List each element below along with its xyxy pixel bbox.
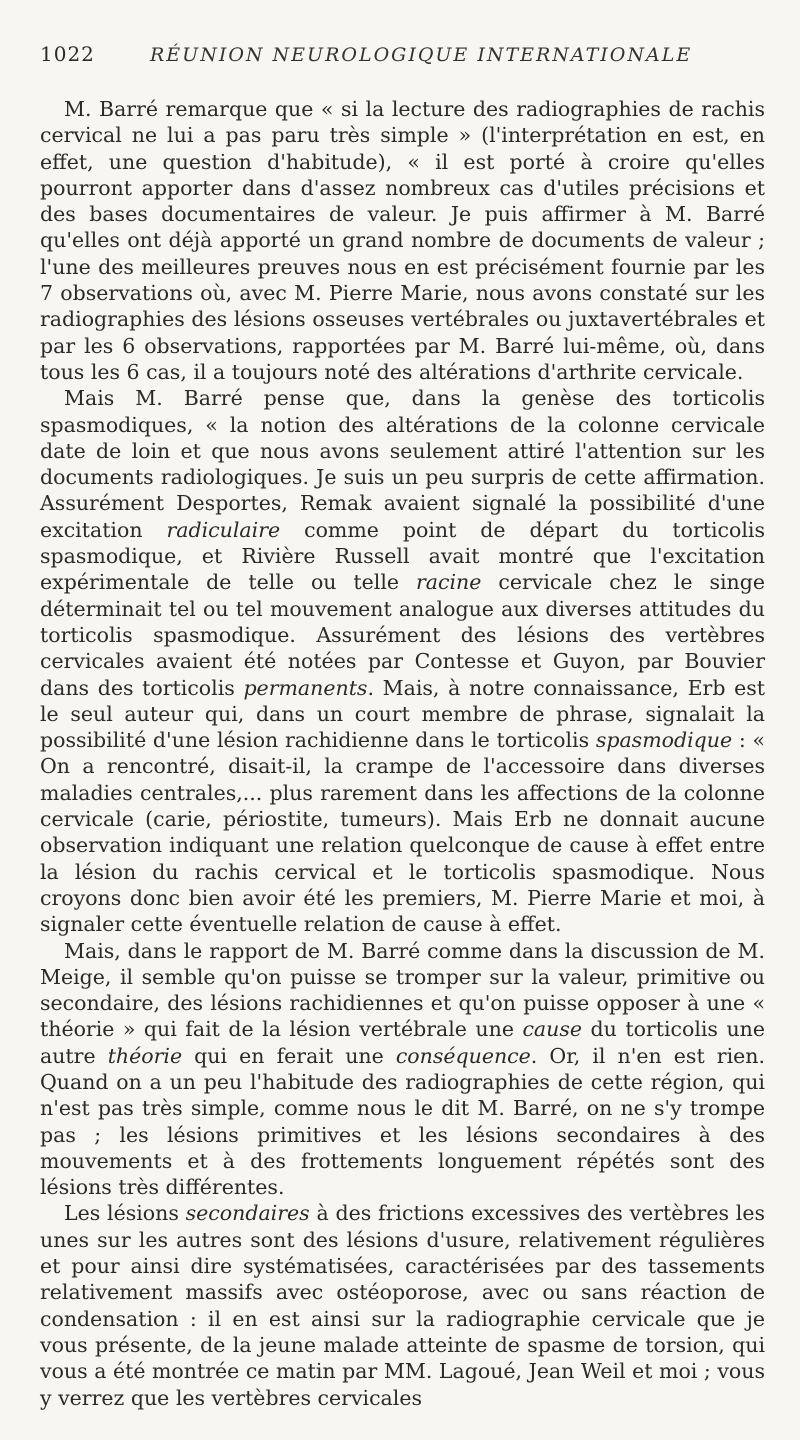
paragraph-text: qui en ferait une (182, 1043, 396, 1068)
emphasis-text: théorie (107, 1043, 183, 1068)
paragraph-text: cervicale chez le singe déterminait tel ou tel mouvement analogue aux diverses attitudes du torticolis spasmodique. Assurément des lésions des vertèbres cervicales avaient été notées par Contesse et Guyon, par Bouvier dans des torticolis (40, 570, 765, 700)
emphasis-text: racine (416, 570, 482, 595)
running-title: RÉUNION NEUROLOGIQUE INTERNATIONALE (150, 44, 693, 66)
paragraph-text: Les lésions (64, 1201, 186, 1226)
paragraph-3 (40, 938, 765, 1201)
paragraph-text: . Mais, à notre connaissance, Erb est le seul auteur qui, dans un court membre de phrase, signalait la possibilité d'une lésion rachidienne dans le torticolis (40, 675, 765, 753)
paragraph-4 (40, 1200, 765, 1410)
paragraph-text: du torticolis une autre (40, 1017, 765, 1068)
paragraph-1 (40, 96, 765, 385)
emphasis-text: secondaires (185, 1201, 310, 1226)
emphasis-text: permanents (243, 675, 368, 700)
page-header (40, 42, 765, 76)
emphasis-text: cause (522, 1017, 583, 1042)
emphasis-text: conséquence (395, 1043, 531, 1068)
page-number: 1022 (40, 42, 95, 66)
emphasis-text: spasmodique (595, 728, 733, 753)
paragraph-text: Mais M. Barré pense que, dans la genèse des torticolis spasmodiques, « la notion des altérations de la colonne cervicale date de loin et que nous avons seulement attiré l'attention sur les documents radiologiques. Je suis un peu surpris de cette affirmation. Assurément Desportes, Remak avaient signalé la possibilité d'une excitation (40, 386, 765, 542)
paragraph-text: à des frictions excessives des vertèbres les unes sur les autres sont des lésions d'usure, relativement régulières et pour ainsi dire systématisées, caractérisées par des tassements relativement massifs avec ostéoporose, avec ou sans réaction de condensation : il en est ainsi sur la radiographie cervicale que je vous présente, de la jeune malade atteinte de spasme de torsion, qui vous a été montrée ce matin par MM. Lagoué, Jean Weil et moi ; vous y verrez que les vertèbres cervicales (40, 1201, 765, 1410)
paragraph-text: M. Barré remarque que « si la lecture des radiographies de rachis cervical ne lui a pas paru très simple » (l'interprétation en est, en effet, une question d'habitude), « il est porté à croire qu'elles pourront apporter dans d'assez nombreux cas d'utiles précisions et des bases documentaires de valeur. Je puis affirmer à M. Barré qu'elles ont déjà apporté un grand nombre de documents de valeur ; l'une des meilleures preuves nous en est précisément fournie par les 7 observations où, avec M. Pierre Marie, nous avons constaté sur les radiographies des lésions osseuses vertébrales ou juxtavertébrales et par les 6 observations, rapportées par M. Barré lui-même, où, dans tous les 6 cas, il a toujours noté des altérations d'arthrite cervicale. (40, 97, 765, 384)
paragraph-text: : « On a rencontré, disait-il, la crampe de l'accessoire dans diverses maladies centrales,... plus rarement dans les affections de la colonne cervicale (carie, périostite, tumeurs). Mais Erb ne donnait aucune observation indiquant une relation quelconque de cause à effet entre la lésion du rachis cervical et le torticolis spasmodique. Nous croyons donc bien avoir été les premiers, M. Pierre Marie et moi, à signaler cette éventuelle relation de cause à effet. (40, 728, 765, 937)
paragraph-text: comme point de départ du torticolis spasmodique, et Rivière Russell avait montré que l'excitation expérimentale de telle ou telle (40, 517, 765, 595)
emphasis-text: radiculaire (166, 517, 281, 542)
document-page (40, 42, 765, 1411)
paragraph-text: . Or, il n'en est rien. Quand on a un peu l'habitude des radiographies de cette région, qui n'est pas très simple, comme nous le dit M. Barré, on ne s'y trompe pas ; les lésions primitives et les lésions secondaires à des mouvements et à des frottements longuement répétés sont des lésions très différentes. (40, 1043, 765, 1200)
paragraph-2 (40, 385, 765, 937)
paragraph-text: Mais, dans le rapport de M. Barré comme dans la discussion de M. Meige, il semble qu'on puisse se tromper sur la valeur, primitive ou secondaire, des lésions rachidiennes et qu'on puisse opposer à une « théorie » qui fait de la lésion vertébrale une (40, 938, 765, 1042)
